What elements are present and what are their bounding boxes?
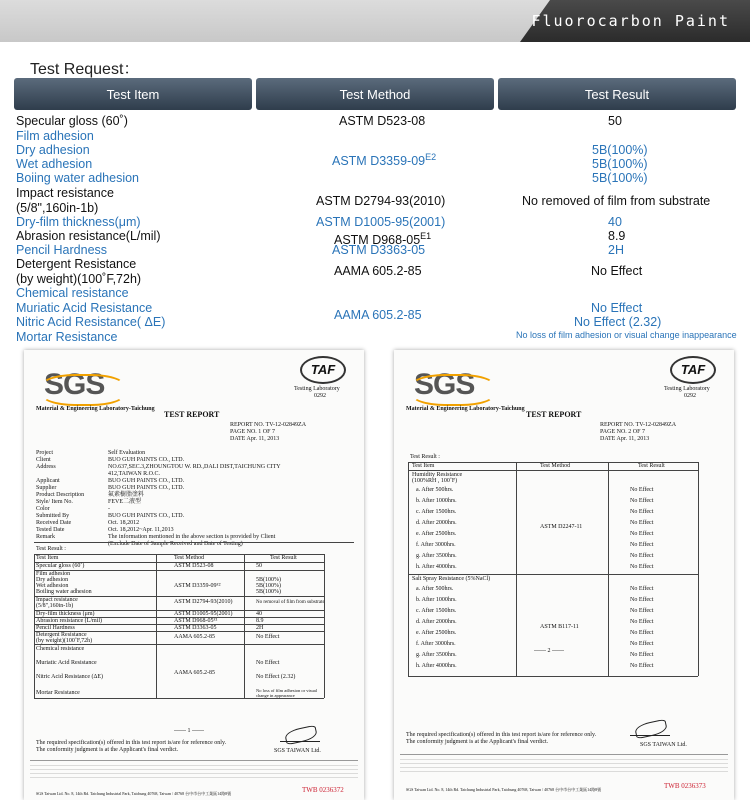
lab-name: Material & Engineering Laboratory-Taichung xyxy=(406,406,525,412)
table-rule xyxy=(34,631,324,632)
humidity-result: No Effect xyxy=(630,487,654,493)
table-cell-result: No Effect xyxy=(256,660,280,666)
footer-line-2: The conformity judgment is at the Applicant's final verdict. xyxy=(36,747,179,753)
row-item-muriatic: Muriatic Acid Resistance xyxy=(16,301,153,315)
column-header-test-method: Test Method xyxy=(256,78,494,110)
taf-logo: TAF xyxy=(300,356,346,384)
row-method-impact: ASTM D2794-93(2010) xyxy=(316,194,446,208)
abrasion-method-text: ASTM D968-05 xyxy=(334,233,421,248)
testing-laboratory-label: Testing Laboratory xyxy=(664,386,710,392)
meta-label: Applicant xyxy=(36,478,60,484)
meta-value: Self Evaluation xyxy=(108,450,146,456)
meta-value: Oct. 18,2012 xyxy=(108,520,140,526)
abrasion-method-superscript: E1 xyxy=(420,231,432,241)
report-number: REPORT NO. TV-12-02849ZA xyxy=(230,422,307,428)
row-item-abrasion: Abrasion resistance(L/mil) xyxy=(16,229,161,243)
table-cell-item: Muriatic Acid Resistance xyxy=(36,660,97,666)
page-number: PAGE NO. 1 OF 7 xyxy=(230,429,275,435)
row-result-mortar: No loss of film adhesion or visual change inappearance xyxy=(516,330,737,340)
sgs-logo: SGS xyxy=(414,368,475,401)
table-cell-method: AAMA 605.2-85 xyxy=(174,634,216,640)
table-column-rule xyxy=(516,462,517,676)
meta-value: BUO GUH PAINTS CO., LTD. xyxy=(108,457,185,463)
humidity-result: No Effect xyxy=(630,553,654,559)
page-marker: ------ 2 ------ xyxy=(534,648,564,654)
salt-spray-item: a. After 500hrs. xyxy=(416,586,454,592)
humidity-result: No Effect xyxy=(630,564,654,570)
serial-stamp: TWB 0236372 xyxy=(302,786,344,794)
meta-value: 氟素樹脂塗料 xyxy=(108,492,145,498)
table-rule xyxy=(34,698,324,699)
page-marker: ------ 1 ------ xyxy=(174,728,204,734)
table-cell-item: Detergent Resistance xyxy=(36,632,87,638)
table-cell-result: 40 xyxy=(256,611,262,617)
humidity-title: Humidity Resistance xyxy=(412,472,463,478)
table-cell-method: ASTM D2794-93(2010) xyxy=(174,599,233,605)
row-item-detergent2: (by weight)(100˚F,72h) xyxy=(16,272,142,286)
sgs-logo: SGS xyxy=(44,368,105,401)
table-rule xyxy=(34,542,354,543)
table-rule xyxy=(34,617,324,618)
humidity-result: No Effect xyxy=(630,509,654,515)
humidity-item: f. After 3000hrs. xyxy=(416,542,456,548)
table-rule xyxy=(34,644,324,645)
humidity-item: g. After 3500hrs. xyxy=(416,553,457,559)
meta-label: Tested Date xyxy=(36,527,65,533)
signer-name: SGS TAIWAN Ltd. xyxy=(640,742,687,748)
table-cell-method: ASTM D3363-05 xyxy=(174,625,217,631)
row-item-wet-adhesion: Wet adhesion xyxy=(16,157,93,171)
report-title: TEST REPORT xyxy=(164,410,220,419)
table-cell-result: No removal of film from substrate xyxy=(256,600,325,605)
table-cell-method: ASTM D968-05ᴱ¹ xyxy=(174,618,218,624)
row-method-dry-film: ASTM D1005-95(2001) xyxy=(316,215,446,229)
meta-value: BUO GUH PAINTS CO., LTD. xyxy=(108,478,185,484)
meta-value: NO.637,SEC.3,ZHOUNGTOU W. RD.,DALI DIST,TAICHUNG CITY xyxy=(108,464,281,470)
table-rule xyxy=(408,676,698,677)
row-item-mortar: Mortar Resistance xyxy=(16,330,118,344)
table-header-item: Test Item xyxy=(412,463,435,469)
humidity-item: c. After 1500hrs. xyxy=(416,509,457,515)
meta-label: Project xyxy=(36,450,53,456)
row-item-impact2: (5/8",160in-1b) xyxy=(16,201,99,215)
salt-spray-item: f. After 3000hrs. xyxy=(416,641,456,647)
table-cell-result: 8.9 xyxy=(256,618,264,624)
row-result-dry-adhesion: 5B(100%) xyxy=(592,143,648,157)
table-cell-item: (5/8",160in-1b) xyxy=(36,603,74,609)
table-cell-result: No Effect xyxy=(256,634,280,640)
table-cell-item: Abrasion resistance (L/mil) xyxy=(36,618,102,624)
table-cell-item: Pencil Hardness xyxy=(36,625,75,631)
row-result-detergent: No Effect xyxy=(591,264,643,278)
table-column-rule xyxy=(34,554,35,698)
table-header-item: Test Item xyxy=(36,555,59,561)
humidity-result: No Effect xyxy=(630,498,654,504)
taf-logo: TAF xyxy=(670,356,716,384)
lab-number: 0292 xyxy=(684,393,696,399)
row-item-dry-adhesion: Dry adhesion xyxy=(16,143,90,157)
header-bar xyxy=(0,0,750,42)
column-header-test-result: Test Result xyxy=(498,78,736,110)
row-item-impact1: Impact resistance xyxy=(16,186,114,200)
salt-spray-item: c. After 1500hrs. xyxy=(416,608,457,614)
table-cell-result: 5B(100%) xyxy=(256,583,281,589)
meta-label: Product Description xyxy=(36,492,85,498)
serial-stamp: TWB 0236373 xyxy=(664,782,706,790)
meta-value: (Exclude Date of Sample Received and Date of Testing) xyxy=(108,541,243,547)
signature xyxy=(280,728,320,742)
meta-label: Address xyxy=(36,464,56,470)
humidity-item: a. After 500hrs. xyxy=(416,487,454,493)
table-rule xyxy=(34,610,324,611)
humidity-item: b. After 1000hrs. xyxy=(416,498,457,504)
table-cell-item: Chemical resistance xyxy=(36,646,85,652)
table-cell-method: ASTM D1005-95(2001) xyxy=(174,611,233,617)
salt-spray-item: g. After 3500hrs. xyxy=(416,652,457,658)
page-title: Fluorocarbon Paint xyxy=(531,12,730,30)
meta-label: Received Date xyxy=(36,520,72,526)
meta-value: FEVE二液型 xyxy=(108,499,142,505)
lab-name: Material & Engineering Laboratory-Taichung xyxy=(36,406,155,412)
table-rule xyxy=(408,574,698,575)
signature xyxy=(630,722,670,736)
signer-name: SGS TAIWAN Ltd. xyxy=(274,748,321,754)
table-cell-item: Mortar Resistance xyxy=(36,690,80,696)
table-cell-result: 5B(100%) xyxy=(256,589,281,595)
table-cell-result: 5B(100%) xyxy=(256,577,281,583)
row-result-boiling: 5B(100%) xyxy=(592,171,648,185)
report-date: DATE Apr. 11, 2013 xyxy=(600,436,650,442)
salt-spray-item: h. After 4000hrs. xyxy=(416,663,457,669)
table-column-rule xyxy=(608,462,609,676)
table-header-result: Test Result xyxy=(638,463,665,469)
table-cell-item: Specular gloss (60˚) xyxy=(36,563,85,569)
table-cell-method: ASTM D3359-09ᴱ² xyxy=(174,583,221,589)
table-column-rule xyxy=(244,554,245,698)
meta-value: 412,TAIWAN R.O.C. xyxy=(108,471,161,477)
salt-spray-result: No Effect xyxy=(630,641,654,647)
table-cell-result: 2H xyxy=(256,625,264,631)
table-cell-method: AAMA 605.2-85 xyxy=(174,670,216,676)
row-result-nitric: No Effect (2.32) xyxy=(574,315,662,329)
test-result-heading: Test Result : xyxy=(410,454,440,460)
table-cell-item: (by weight)(100˚F,72h) xyxy=(36,638,93,644)
row-result-muriatic: No Effect xyxy=(591,301,643,315)
meta-value: BUO GUH PAINTS CO., LTD. xyxy=(108,485,185,491)
salt-spray-item: e. After 2500hrs. xyxy=(416,630,457,636)
footer-line-2: The conformity judgment is at the Applicant's final verdict. xyxy=(406,739,549,745)
table-cell-method: ASTM D523-08 xyxy=(174,563,214,569)
table-column-rule xyxy=(698,462,699,676)
legal-fine-print xyxy=(30,760,358,779)
row-result-wet-adhesion: 5B(100%) xyxy=(592,157,648,171)
salt-spray-title: Salt Spray Resistance (5%NaCl) xyxy=(412,576,491,582)
meta-label: Remark xyxy=(36,534,55,540)
salt-spray-result: No Effect xyxy=(630,663,654,669)
meta-value: The information mentioned in the above section is provided by Client xyxy=(108,534,276,540)
meta-label: Style/ Item No. xyxy=(36,499,73,505)
adhesion-method-superscript: E2 xyxy=(425,152,437,162)
row-result-specular: 50 xyxy=(608,114,622,128)
row-item-film-adhesion: Film adhesion xyxy=(16,129,94,143)
meta-value: Oct. 18,2012~Apr. 11,2013 xyxy=(108,527,174,533)
row-item-pencil: Pencil Hardness xyxy=(16,243,108,257)
meta-value: BUO GUH PAINTS CO., LTD. xyxy=(108,513,185,519)
salt-spray-item: b. After 1000hrs. xyxy=(416,597,457,603)
meta-value: - xyxy=(108,506,110,512)
row-method-chemical: AAMA 605.2-85 xyxy=(334,308,422,322)
lab-number: 0292 xyxy=(314,393,326,399)
table-cell-result: No Effect (2.32) xyxy=(256,674,296,680)
table-cell-item: Impact resistance xyxy=(36,597,78,603)
table-cell-item: Film adhesion xyxy=(36,571,71,577)
sgs-address: SGS Taiwan Ltd. No. 8, 14th Rd. Taichung Industrial Park, Taichung 40768, Taiwan / 40768 台中市台中工業區14路8號 xyxy=(406,787,602,792)
footer-line-1: The required specification(s) offered in this test report is/are for reference only. xyxy=(36,740,227,746)
table-cell-item: Nitric Acid Resistance (ΔE) xyxy=(36,674,104,680)
salt-spray-item: d. After 2000hrs. xyxy=(416,619,457,625)
row-item-detergent1: Detergent Resistance xyxy=(16,257,137,271)
row-method-specular: ASTM D523-08 xyxy=(339,114,426,128)
row-item-nitric: Nitric Acid Resistance( ΔE) xyxy=(16,315,166,329)
meta-label: Supplier xyxy=(36,485,57,491)
salt-spray-result: No Effect xyxy=(630,586,654,592)
table-cell-item: Dry-film thickness (μm) xyxy=(36,611,95,617)
report-date: DATE Apr. 11, 2013 xyxy=(230,436,280,442)
test-result-heading: Test Result : xyxy=(36,546,66,552)
table-rule xyxy=(34,596,324,597)
report-title: TEST REPORT xyxy=(526,410,582,419)
row-result-pencil: 2H xyxy=(608,243,624,257)
salt-spray-method: ASTM B117-11 xyxy=(540,624,579,630)
meta-label: Submitted By xyxy=(36,513,70,519)
column-header-test-item: Test Item xyxy=(14,78,252,110)
table-column-rule xyxy=(324,554,325,698)
row-item-chemical: Chemical resistance xyxy=(16,286,129,300)
legal-fine-print xyxy=(400,754,728,773)
table-column-rule xyxy=(156,554,157,698)
humidity-item: d. After 2000hrs. xyxy=(416,520,457,526)
salt-spray-result: No Effect xyxy=(630,630,654,636)
row-method-detergent: AAMA 605.2-85 xyxy=(334,264,422,278)
table-cell-result: No loss of film adhesion or visual change in appearance xyxy=(256,688,317,698)
footer-line-1: The required specification(s) offered in this test report is/are for reference only. xyxy=(406,732,597,738)
page-number: PAGE NO. 2 OF 7 xyxy=(600,429,645,435)
row-item-specular: Specular gloss (60˚) xyxy=(16,114,128,128)
humidity-result: No Effect xyxy=(630,542,654,548)
humidity-item: h. After 4000hrs. xyxy=(416,564,457,570)
testing-laboratory-label: Testing Laboratory xyxy=(294,386,340,392)
test-report-page-1 xyxy=(24,350,364,800)
row-result-dry-film: 40 xyxy=(608,215,622,229)
row-method-pencil: ASTM D3363-05 xyxy=(332,243,426,257)
salt-spray-result: No Effect xyxy=(630,619,654,625)
row-item-boiling: Boiing water adhesion xyxy=(16,171,139,185)
salt-spray-result: No Effect xyxy=(630,597,654,603)
humidity-result: No Effect xyxy=(630,531,654,537)
table-column-rule xyxy=(408,462,409,676)
row-result-abrasion: 8.9 xyxy=(608,229,626,243)
meta-label: Client xyxy=(36,457,51,463)
table-header-method: Test Method xyxy=(174,555,205,561)
humidity-result: No Effect xyxy=(630,520,654,526)
meta-label: Color xyxy=(36,506,50,512)
row-result-impact: No removed of film from substrate xyxy=(522,194,711,208)
table-rule xyxy=(34,570,324,571)
table-header-method: Test Method xyxy=(540,463,571,469)
sgs-address: SGS Taiwan Ltd. No. 8, 14th Rd. Taichung Industrial Park, Taichung 40768, Taiwan / 40768 台中市台中工業區14路8號 xyxy=(36,791,232,796)
test-report-page-2 xyxy=(394,350,734,800)
humidity-item: e. After 2500hrs. xyxy=(416,531,457,537)
table-rule xyxy=(408,470,698,471)
salt-spray-result: No Effect xyxy=(630,608,654,614)
row-item-dry-film: Dry-film thickness(μm) xyxy=(16,215,141,229)
humidity-method: ASTM D2247-11 xyxy=(540,524,583,530)
table-cell-item: Boiling water adhesion xyxy=(36,589,92,595)
humidity-subtitle: (100%RH , 100˚F) xyxy=(412,478,458,484)
section-title: Test Request： xyxy=(30,61,140,78)
table-header-result: Test Result xyxy=(270,555,297,561)
table-cell-item: Dry adhesion xyxy=(36,577,69,583)
report-number: REPORT NO. TV-12-02849ZA xyxy=(600,422,677,428)
row-method-adhesion xyxy=(332,150,436,168)
table-cell-item: Wet adhesion xyxy=(36,583,69,589)
table-cell-result: 50 xyxy=(256,563,262,569)
salt-spray-result: No Effect xyxy=(630,652,654,658)
table-rule xyxy=(34,624,324,625)
adhesion-method-text: ASTM D3359-09 xyxy=(332,154,426,169)
